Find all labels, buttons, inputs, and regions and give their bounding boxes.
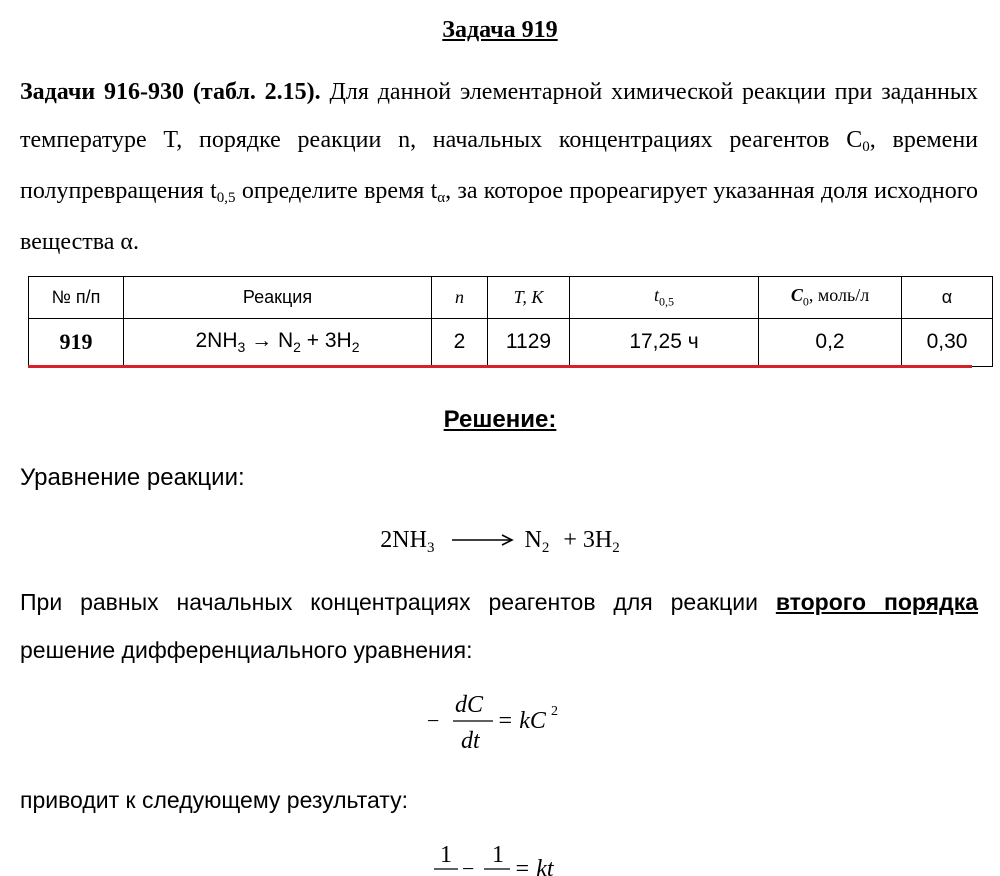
equation-label: Уравнение реакции: [20, 464, 245, 491]
header-half-life: $t_{0,5}$ [570, 277, 759, 319]
paragraph-result: приводит к следующему результату: [20, 787, 408, 813]
task-table [28, 276, 993, 367]
header-order: n [432, 277, 488, 319]
svg-text:= kt: = kt [514, 856, 554, 876]
problem-title: Задача 919 [442, 17, 558, 43]
cell-number: 919 [29, 318, 124, 366]
header-reaction: Реакция [124, 277, 432, 319]
cell-reaction: $2NH_3 \to N_2 + 3H_2$ [124, 318, 432, 366]
svg-text:dt: dt [461, 728, 480, 754]
cell-temperature: 1129 [488, 318, 570, 366]
solution-heading: Решение: [443, 406, 557, 433]
rate-equation-formula [425, 688, 605, 754]
header-number: № п/п [29, 277, 124, 319]
paragraph-second-order: При равных начальных концентрациях реагентов для реакции второго порядка [20, 589, 979, 615]
paragraph-diff-eq: решение дифференциального уравнения: [20, 637, 473, 663]
problem-statement: Задачи 916-930 (табл. 2.15). Для данной элементарной химической реакции при заданных температуре T, порядке реакции n, начальных концентрациях реагентов $C_0$, времени полупревращения $t_{0,5}$ определите время $t_\alpha$, за которое прореагирует указанная доля исходного вещества α. [20, 79, 979, 255]
table-underline [28, 365, 972, 368]
reaction-product-2: + $3H_2$ [563, 527, 620, 556]
svg-text:1: 1 [440, 842, 452, 868]
reaction-product-1: $N_2$ [524, 527, 550, 556]
svg-text:dC: dC [455, 692, 484, 718]
reaction-reactant: $2NH_3$ [380, 527, 435, 556]
problem-reference: Задачи 916-930 (табл. 2.15). [20, 79, 321, 105]
cell-concentration: 0,2 [759, 318, 902, 366]
table-header-row [29, 277, 993, 319]
header-temperature: T, K [488, 277, 570, 319]
reaction-arrow-icon [452, 533, 514, 547]
cell-order: 2 [432, 318, 488, 366]
cell-half-life: 17,25 ч [570, 318, 759, 366]
table-row [29, 318, 993, 366]
svg-text:= kC: = kC [497, 708, 546, 734]
reaction-equation [0, 524, 1000, 559]
svg-text:−: − [462, 856, 475, 876]
header-alpha: α [902, 277, 993, 319]
integrated-rate-formula [428, 836, 608, 876]
svg-text:1: 1 [492, 842, 504, 868]
cell-alpha: 0,30 [902, 318, 993, 366]
emphasis-second-order: второго порядка [775, 589, 979, 615]
svg-text:2: 2 [551, 704, 558, 719]
svg-text:−: − [427, 708, 440, 733]
header-concentration: $C_0$, моль/л [759, 277, 902, 319]
